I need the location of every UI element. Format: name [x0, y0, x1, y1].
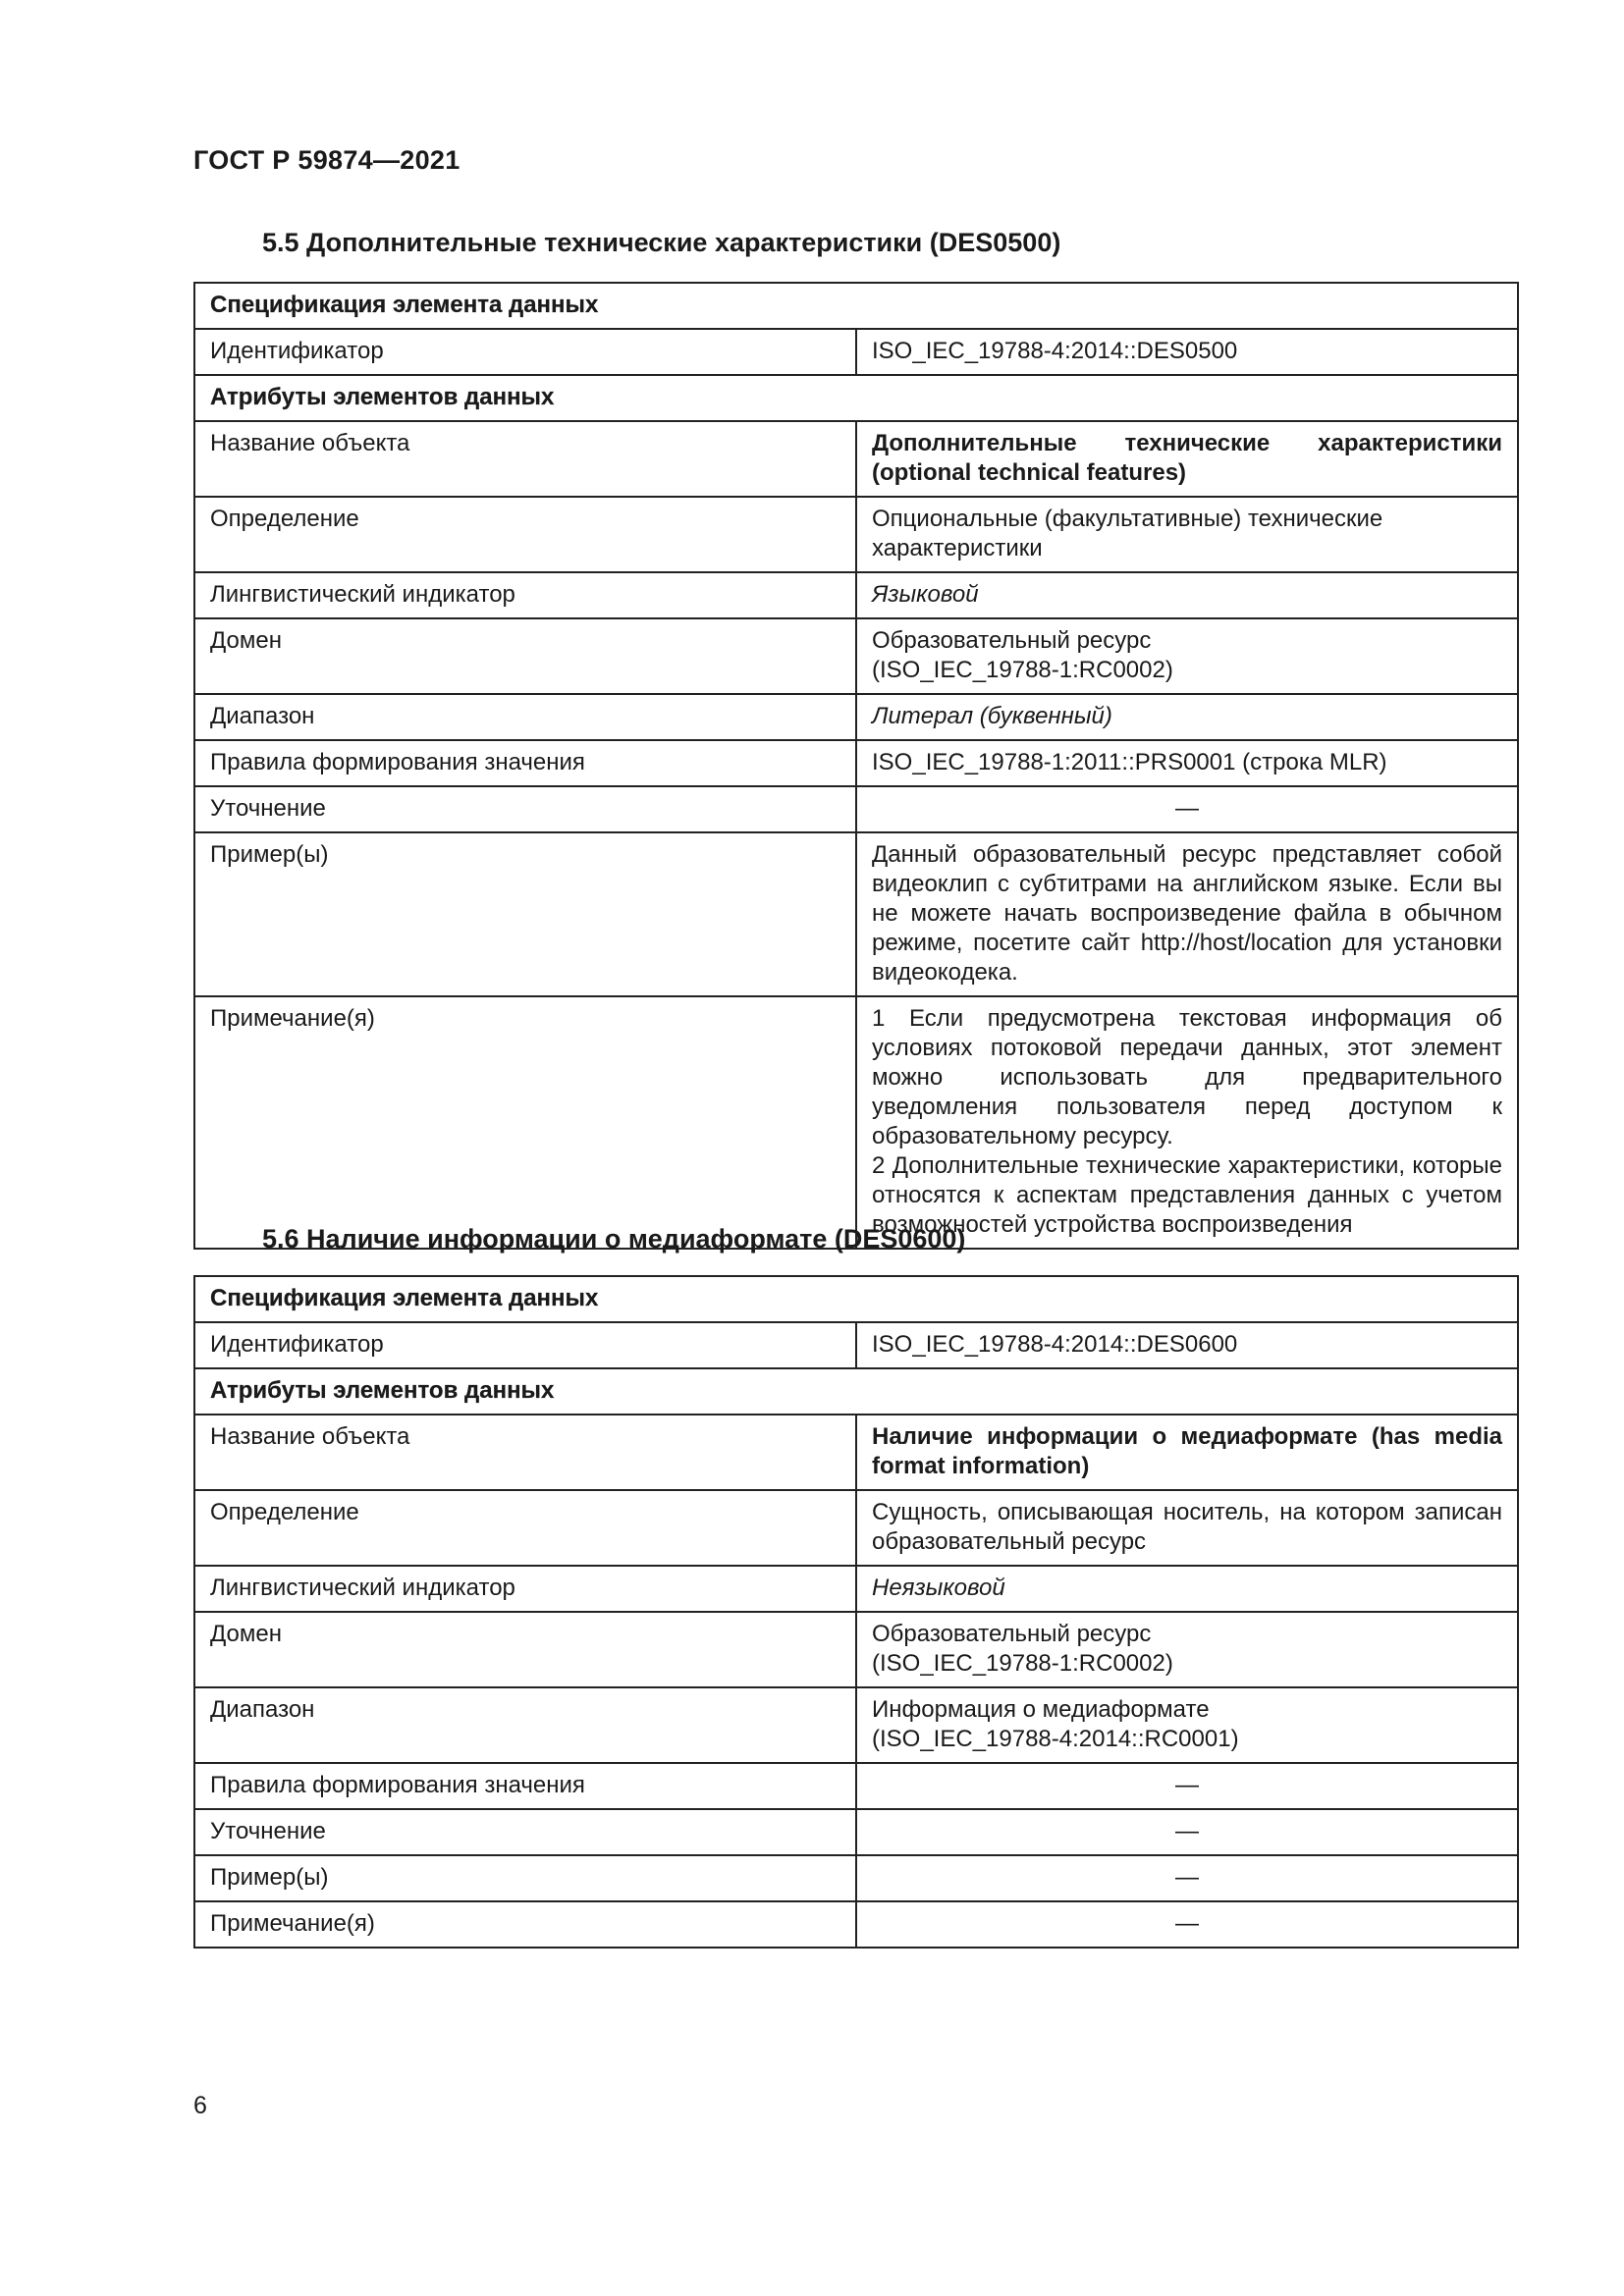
attribute-value-line: (ISO_IEC_19788-4:2014::RC0001) — [872, 1726, 1239, 1752]
attribute-value: ISO_IEC_19788-4:2014::DES0500 — [856, 329, 1518, 375]
table-section-header-row — [194, 1368, 1518, 1415]
attribute-label: Диапазон — [194, 1687, 856, 1763]
table-row — [194, 572, 1518, 618]
attribute-value-line: 2 Дополнительные технические характеристики, которые относятся к аспектам представления данных с учетом возможностей устройства воспроизведения — [872, 1152, 1502, 1238]
table-section-header: Атрибуты элементов данных — [194, 375, 1518, 421]
table-row — [194, 1855, 1518, 1901]
attribute-label: Уточнение — [194, 786, 856, 832]
table-row — [194, 694, 1518, 740]
attribute-label: Название объекта — [194, 421, 856, 497]
attribute-label: Правила формирования значения — [194, 740, 856, 786]
attribute-value: Сущность, описывающая носитель, на котором записан образовательный ресурс — [856, 1490, 1518, 1566]
attribute-value: Наличие информации о медиаформате (has media format information) — [856, 1415, 1518, 1490]
table-row — [194, 996, 1518, 1249]
attribute-value-line: Образовательный ресурс — [872, 1621, 1152, 1647]
page-number: 6 — [193, 2092, 207, 2119]
section-title-5-6: 5.6 Наличие информации о медиаформате (DES0600) — [262, 1224, 966, 1254]
table-section-header: Спецификация элемента данных — [194, 1276, 1518, 1322]
spec-table-des0500 — [193, 282, 1519, 1250]
table-row — [194, 832, 1518, 996]
table-row — [194, 1763, 1518, 1809]
table-row — [194, 329, 1518, 375]
document-header: ГОСТ Р 59874—2021 — [193, 145, 460, 175]
attribute-value: ISO_IEC_19788-1:2011::PRS0001 (строка MLR) — [856, 740, 1518, 786]
attribute-label: Уточнение — [194, 1809, 856, 1855]
attribute-label: Идентификатор — [194, 1322, 856, 1368]
attribute-label: Домен — [194, 1612, 856, 1687]
attribute-value: — — [856, 1809, 1518, 1855]
attribute-label: Примечание(я) — [194, 1901, 856, 1948]
attribute-label: Лингвистический индикатор — [194, 1566, 856, 1612]
table-row — [194, 1322, 1518, 1368]
attribute-value: — — [856, 786, 1518, 832]
attribute-value — [856, 1687, 1518, 1763]
spec-table-des0600 — [193, 1275, 1519, 1949]
attribute-label: Пример(ы) — [194, 832, 856, 996]
table-section-header: Атрибуты элементов данных — [194, 1368, 1518, 1415]
table-row — [194, 1566, 1518, 1612]
attribute-label: Пример(ы) — [194, 1855, 856, 1901]
attribute-value: Языковой — [856, 572, 1518, 618]
table-row — [194, 786, 1518, 832]
attribute-value-line: (ISO_IEC_19788-1:RC0002) — [872, 657, 1173, 683]
attribute-label: Определение — [194, 1490, 856, 1566]
attribute-label: Лингвистический индикатор — [194, 572, 856, 618]
table-row — [194, 1687, 1518, 1763]
attribute-value — [856, 618, 1518, 694]
attribute-value: Дополнительные технические характеристики (optional technical features) — [856, 421, 1518, 497]
attribute-value: — — [856, 1901, 1518, 1948]
table-row — [194, 1809, 1518, 1855]
table-row — [194, 1490, 1518, 1566]
table-row — [194, 421, 1518, 497]
attribute-label: Определение — [194, 497, 856, 572]
attribute-label: Диапазон — [194, 694, 856, 740]
attribute-value-line: Информация о медиаформате — [872, 1696, 1210, 1723]
attribute-label: Название объекта — [194, 1415, 856, 1490]
attribute-value: Литерал (буквенный) — [856, 694, 1518, 740]
attribute-label: Идентификатор — [194, 329, 856, 375]
table-section-header-row — [194, 1276, 1518, 1322]
table-row — [194, 740, 1518, 786]
attribute-value — [856, 1612, 1518, 1687]
table-section-header-row — [194, 283, 1518, 329]
attribute-label: Правила формирования значения — [194, 1763, 856, 1809]
attribute-label: Домен — [194, 618, 856, 694]
attribute-value: Неязыковой — [856, 1566, 1518, 1612]
attribute-value: ISO_IEC_19788-4:2014::DES0600 — [856, 1322, 1518, 1368]
attribute-value: — — [856, 1763, 1518, 1809]
attribute-value-line: 1 Если предусмотрена текстовая информация об условиях потоковой передачи данных, этот элемент можно использовать для предварительного уведомления пользователя перед доступом к образовательному ресурсу. — [872, 1005, 1502, 1149]
table-row — [194, 497, 1518, 572]
attribute-value — [856, 996, 1518, 1249]
table-row — [194, 1415, 1518, 1490]
attribute-label: Примечание(я) — [194, 996, 856, 1249]
attribute-value-line: Образовательный ресурс — [872, 627, 1152, 654]
table-row — [194, 1612, 1518, 1687]
table-section-header-row — [194, 375, 1518, 421]
table-row — [194, 1901, 1518, 1948]
attribute-value: — — [856, 1855, 1518, 1901]
table-row — [194, 618, 1518, 694]
table-section-header: Спецификация элемента данных — [194, 283, 1518, 329]
attribute-value-line: (ISO_IEC_19788-1:RC0002) — [872, 1650, 1173, 1677]
section-title-5-5: 5.5 Дополнительные технические характеристики (DES0500) — [262, 228, 1061, 257]
attribute-value: Данный образовательный ресурс представляет собой видеоклип с субтитрами на английском языке. Если вы не можете начать воспроизведение файла в обычном режиме, посетите сайт http://host/location для установки видеокодека. — [856, 832, 1518, 996]
attribute-value: Опциональные (факультативные) технические характеристики — [856, 497, 1518, 572]
